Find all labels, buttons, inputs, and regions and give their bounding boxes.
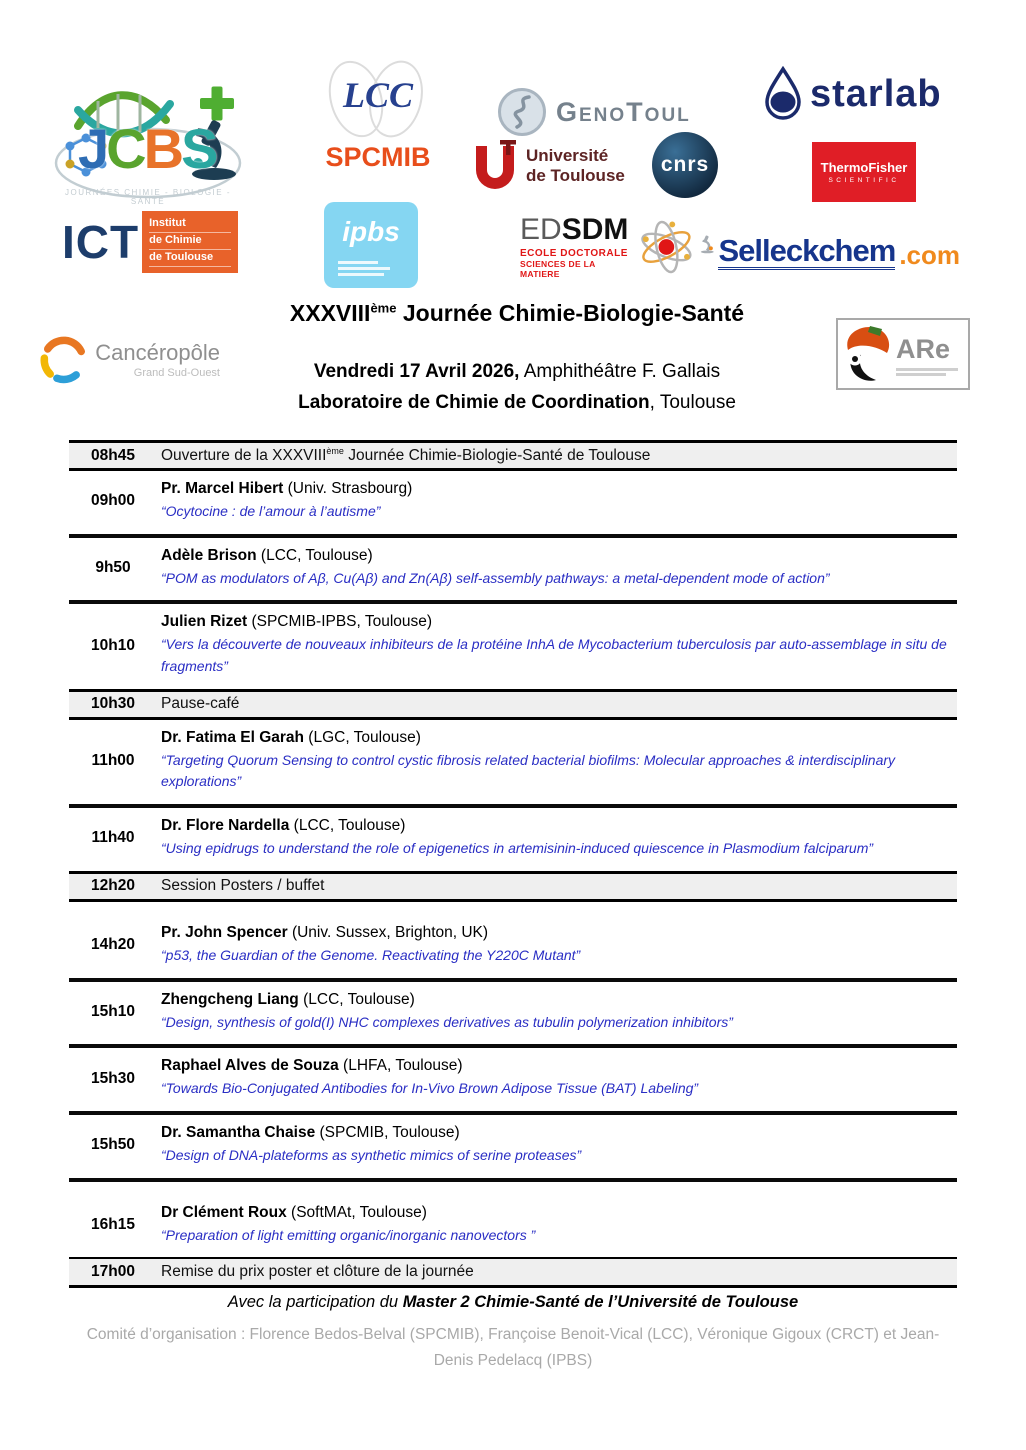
speaker-affiliation: (LCC, Toulouse): [256, 546, 373, 564]
talk-head: [161, 1204, 951, 1222]
are-bird-icon: [840, 322, 896, 388]
talk-head: [161, 547, 951, 565]
time-label: 15h30: [91, 1069, 135, 1087]
talk-head: [161, 991, 951, 1009]
time-label: 10h30: [91, 695, 135, 713]
event-venue-bold: Laboratoire de Chimie de Coordination: [298, 392, 650, 413]
speaker-name: Dr. Flore Nardella: [161, 817, 290, 835]
band-text-rest: Journée Chimie-Biologie-Santé de Toulouse: [343, 447, 651, 465]
jcbs-letter: C: [106, 117, 144, 180]
speaker-affiliation: (SoftMAt, Toulouse): [286, 1203, 427, 1221]
speaker-name: Dr Clément Roux: [161, 1203, 287, 1221]
participation-prefix: Avec la participation du: [227, 1293, 403, 1312]
talk-content: [157, 1204, 957, 1247]
lcc-wordmark: LCC: [342, 75, 413, 115]
are-logo: [836, 318, 970, 390]
talk-head: [161, 729, 951, 747]
jcbs-letter: J: [78, 117, 107, 180]
talk-title: “Design, synthesis of gold(I) NHC complexes derivatives as tubulin polymerization inhibitors”: [161, 1013, 733, 1030]
speaker-affiliation: (SPCMIB-IPBS, Toulouse): [247, 613, 433, 631]
lcc-logo: [318, 66, 438, 132]
time-label: 16h15: [91, 1215, 135, 1233]
edsdm-ed: ED: [520, 213, 562, 246]
genotoul-wordmark: GenoToul: [556, 96, 691, 127]
ict-box-line: de Toulouse: [149, 250, 231, 267]
talk-title: “p53, the Guardian of the Genome. Reactivating the Y220C Mutant”: [161, 946, 581, 963]
talk-title: “Targeting Quorum Sensing to control cystic fibrosis related bacterial biofilms: Molecular approaches & interdisciplinary explorations”: [161, 751, 896, 790]
edsdm-atom-icon: [637, 217, 696, 277]
band-text: [157, 446, 650, 465]
speaker-affiliation: (LCC, Toulouse): [289, 817, 406, 835]
talk-content: [157, 1057, 957, 1100]
schedule-row-talk: [69, 808, 957, 871]
schedule-row-opening: [69, 440, 957, 471]
universite-toulouse-logo: [472, 136, 644, 196]
schedule-row-break: [69, 689, 957, 720]
schedule-row-talk: [69, 1195, 957, 1258]
time-label: 15h10: [91, 1002, 135, 1020]
talk-content: [157, 991, 957, 1034]
schedule-row-closing: [69, 1257, 957, 1288]
talk-head: [161, 613, 951, 631]
title-block: [222, 300, 812, 414]
time-label: 9h50: [95, 559, 131, 577]
speaker-affiliation: (Univ. Sussex, Brighton, UK): [287, 923, 489, 941]
starlab-logo: [762, 62, 942, 126]
speaker-name: Zhengcheng Liang: [161, 990, 299, 1008]
talk-title: “Ocytocine : de l’amour à l’autisme”: [161, 503, 381, 519]
selleckchem-logo: [698, 212, 960, 270]
time-label: 15h50: [91, 1136, 135, 1154]
band-text-prefix: Ouverture de la XXXVIII: [161, 447, 327, 465]
edsdm-wordmark: [520, 215, 635, 245]
genotoul-icon: [498, 88, 546, 136]
event-date-bold: Vendredi 17 Avril 2026,: [313, 361, 520, 382]
thermofisher-wordmark: ThermoFisher: [820, 160, 908, 175]
speaker-affiliation: (LCC, Toulouse): [298, 990, 415, 1008]
time-label: 11h40: [91, 829, 135, 847]
page-title: [222, 300, 812, 327]
talk-head: [161, 1124, 951, 1142]
talk-content: [157, 729, 957, 793]
universite-line: de Toulouse: [526, 166, 625, 185]
ict-box-line: Institut: [149, 216, 231, 233]
time-label: 12h20: [91, 877, 135, 895]
talk-title: “Design of DNA-plateforms as synthetic mimics of serine proteases”: [161, 1146, 582, 1163]
edsdm-textblock: [520, 215, 635, 279]
band-text: Pause-café: [161, 695, 240, 713]
time-label: 11h00: [91, 751, 135, 769]
time-label: 09h00: [91, 492, 135, 510]
ict-box-line: de Chimie: [149, 233, 231, 250]
ict-wordmark: ICT: [62, 216, 140, 268]
speaker-affiliation: (Univ. Strasbourg): [283, 480, 413, 497]
edsdm-sdm: SDM: [561, 213, 629, 246]
time-label: 14h20: [91, 936, 135, 954]
schedule-table: [69, 440, 957, 1373]
ipbs-logo: [324, 202, 418, 288]
title-rest: Journée Chimie-Biologie-Santé: [396, 300, 745, 326]
talk-title: “Vers la découverte de nouveaux inhibiteurs de la protéine InhA de Mycobacterium tuberculosis par auto-assemblage in situ de fragments”: [161, 636, 947, 675]
talk-content: [157, 480, 957, 523]
schedule-row-talk: [69, 538, 957, 605]
ict-box: [142, 211, 238, 273]
talk-content: [157, 817, 957, 860]
talk-head: [161, 817, 951, 835]
event-venue: [222, 392, 812, 414]
jcbs-wordmark: [78, 116, 215, 181]
talk-title: “Using epidrugs to understand the role of epigenetics in artemisinin-induced quiescence in Plasmodium falciparum”: [161, 840, 874, 857]
are-wordmark: ARe: [896, 334, 951, 364]
time-label: 10h10: [91, 636, 135, 654]
speaker-name: Pr. John Spencer: [161, 923, 288, 941]
schedule-row-talk: [69, 471, 957, 538]
participation-note: [69, 1293, 957, 1312]
jcbs-letter: S: [181, 117, 216, 180]
speaker-affiliation: (SPCMIB, Toulouse): [315, 1123, 460, 1141]
jcbs-letter: B: [143, 117, 182, 180]
starlab-droplet-icon: [762, 66, 804, 122]
speaker-affiliation: (LGC, Toulouse): [304, 728, 421, 746]
canceropole-arcs-icon: [36, 325, 91, 393]
participation-bold: Master 2 Chimie-Santé de l’Université de Toulouse: [402, 1293, 799, 1312]
selleckchem-com-suffix: .com: [899, 240, 960, 271]
universite-line: Université: [526, 146, 609, 166]
speaker-name: Dr. Samantha Chaise: [161, 1123, 316, 1141]
cnrs-logo: cnrs: [652, 132, 718, 198]
canceropole-textblock: [95, 340, 220, 379]
title-roman: XXXVIII: [289, 300, 371, 326]
edsdm-logo: [520, 214, 696, 280]
title-sup: ème: [370, 300, 397, 316]
talk-title: “Towards Bio-Conjugated Antibodies for In-Vivo Brown Adipose Tissue (BAT) Labeling”: [161, 1080, 699, 1097]
speaker-name: Pr. Marcel Hibert: [161, 480, 284, 497]
edsdm-line1: ECOLE DOCTORALE: [520, 248, 628, 259]
speaker-name: Adèle Brison: [161, 546, 257, 564]
event-date-rest: Amphithéâtre F. Gallais: [519, 361, 721, 382]
schedule-row-talk: [69, 1115, 957, 1182]
schedule-row-talk: [69, 982, 957, 1049]
talk-title: “Preparation of light emitting organic/inorganic nanovectors ”: [161, 1226, 536, 1243]
ict-logo: [62, 208, 238, 276]
jcbs-logo: [48, 68, 248, 208]
talk-head: [161, 480, 951, 498]
selleckchem-wordmark: Selleckchem: [718, 233, 896, 268]
universite-toulouse-wordmark: [526, 146, 625, 185]
event-venue-rest: , Toulouse: [649, 392, 736, 413]
canceropole-subtext: Grand Sud-Ouest: [133, 366, 220, 379]
selleckchem-microscope-icon: [698, 218, 714, 270]
time-label: 08h45: [91, 446, 135, 464]
are-smalltext-bars: [896, 366, 958, 376]
spcmib-logo: SPCMIB: [325, 142, 431, 172]
genotoul-logo: [498, 84, 694, 140]
ipbs-smalltext-bars: [338, 258, 390, 276]
schedule-row-talk: [69, 720, 957, 808]
speaker-affiliation: (LHFA, Toulouse): [338, 1057, 463, 1075]
talk-head: [161, 924, 951, 942]
speaker-name: Raphael Alves de Souza: [161, 1057, 339, 1075]
band-text: Remise du prix poster et clôture de la journée: [161, 1263, 474, 1281]
schedule-row-talk: [69, 915, 957, 982]
schedule-row-break: [69, 871, 957, 902]
jcbs-tagline: JOURNÉES CHIMIE - BIOLOGIE - SANTÉ: [64, 188, 231, 206]
speaker-name: Julien Rizet: [161, 613, 248, 631]
universite-toulouse-u-icon: [472, 140, 518, 192]
talk-content: [157, 924, 957, 967]
canceropole-wordmark: Cancéropôle: [95, 339, 220, 365]
talk-head: [161, 1057, 951, 1075]
band-text: Session Posters / buffet: [161, 877, 325, 895]
thermofisher-subtext: SCIENTIFIC: [828, 177, 900, 184]
thermofisher-logo: [812, 142, 916, 202]
time-label: 17h00: [91, 1263, 135, 1281]
canceropole-logo: [36, 324, 220, 394]
schedule-row-talk: [69, 604, 957, 688]
schedule-row-talk: [69, 1048, 957, 1115]
edsdm-line2: SCIENCES DE LA MATIERE: [520, 259, 596, 279]
starlab-wordmark: starlab: [810, 72, 942, 115]
organizing-committee: Comité d’organisation : Florence Bedos-Belval (SPCMIB), Françoise Benoit-Vical (LCC), Véronique Gigoux (CRCT) et Jean-Denis Pedelacq (IPBS): [86, 1326, 940, 1369]
speaker-name: Dr. Fatima El Garah: [161, 728, 304, 746]
ipbs-wordmark: ipbs: [342, 216, 400, 247]
band-text-sup: ème: [326, 445, 344, 456]
talk-content: [157, 547, 957, 590]
event-date: [222, 361, 812, 383]
talk-content: [157, 1124, 957, 1167]
talk-content: [157, 613, 957, 677]
talk-title: “POM as modulators of Aβ, Cu(Aβ) and Zn(Aβ) self-assembly pathways: a metal-dependent mode of action”: [161, 569, 830, 586]
